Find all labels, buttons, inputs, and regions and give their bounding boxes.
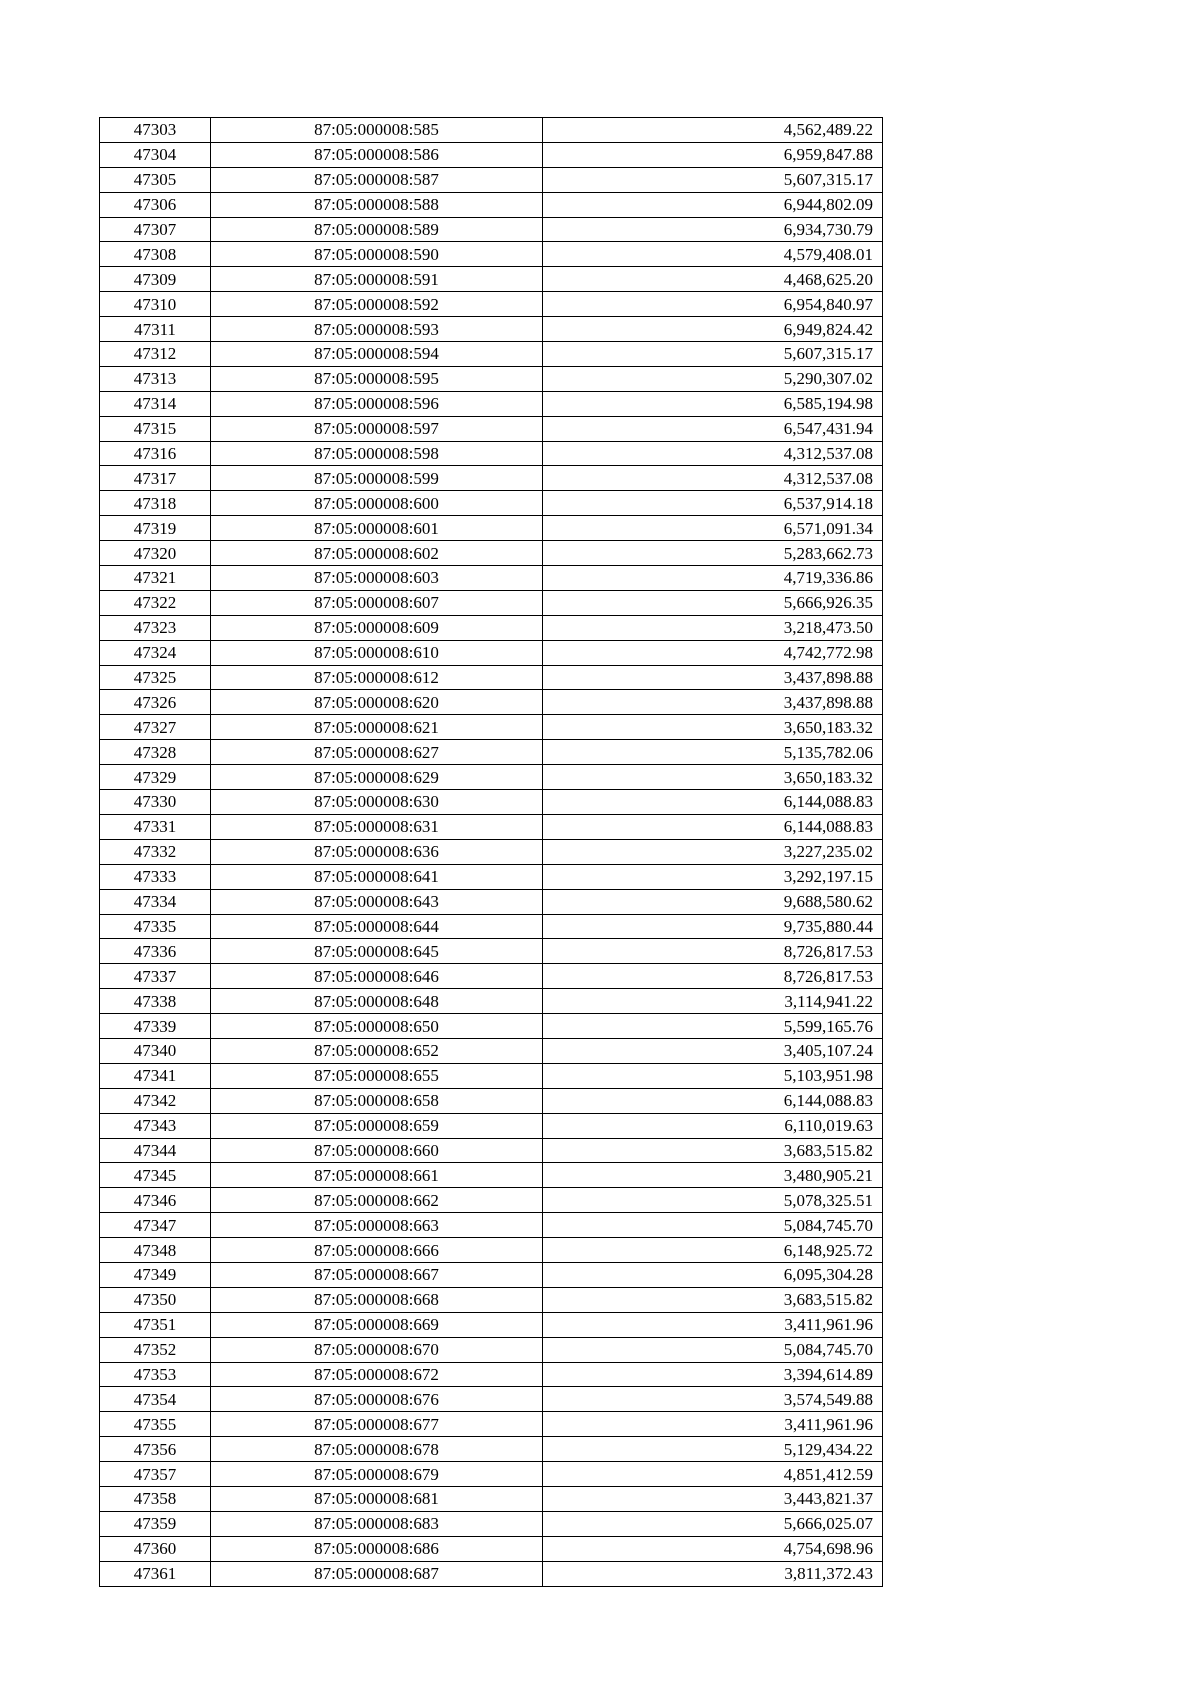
cadastral-number-cell: 87:05:000008:596 xyxy=(211,391,543,416)
cadastral-number-cell: 87:05:000008:641 xyxy=(211,864,543,889)
cadastral-number-cell: 87:05:000008:658 xyxy=(211,1088,543,1113)
table-row xyxy=(100,765,883,790)
cadastral-value-table xyxy=(99,117,883,1587)
value-cell: 4,742,772.98 xyxy=(543,640,883,665)
row-number-cell: 47349 xyxy=(100,1262,211,1287)
table-row xyxy=(100,342,883,367)
table-row xyxy=(100,1486,883,1511)
cadastral-number-cell: 87:05:000008:636 xyxy=(211,839,543,864)
table-row xyxy=(100,939,883,964)
row-number-cell: 47312 xyxy=(100,342,211,367)
table-row xyxy=(100,242,883,267)
value-cell: 6,144,088.83 xyxy=(543,1088,883,1113)
row-number-cell: 47314 xyxy=(100,391,211,416)
table-row xyxy=(100,640,883,665)
value-cell: 3,437,898.88 xyxy=(543,665,883,690)
table-body xyxy=(100,118,883,1587)
cadastral-number-cell: 87:05:000008:594 xyxy=(211,342,543,367)
row-number-cell: 47357 xyxy=(100,1462,211,1487)
table-row xyxy=(100,1387,883,1412)
value-cell: 4,312,537.08 xyxy=(543,466,883,491)
table-row xyxy=(100,167,883,192)
row-number-cell: 47307 xyxy=(100,217,211,242)
value-cell: 3,811,372.43 xyxy=(543,1561,883,1586)
row-number-cell: 47306 xyxy=(100,192,211,217)
table-row xyxy=(100,566,883,591)
table-row xyxy=(100,391,883,416)
row-number-cell: 47346 xyxy=(100,1188,211,1213)
cadastral-number-cell: 87:05:000008:610 xyxy=(211,640,543,665)
row-number-cell: 47315 xyxy=(100,416,211,441)
value-cell: 6,585,194.98 xyxy=(543,391,883,416)
row-number-cell: 47305 xyxy=(100,167,211,192)
value-cell: 3,411,961.96 xyxy=(543,1412,883,1437)
row-number-cell: 47319 xyxy=(100,516,211,541)
cadastral-number-cell: 87:05:000008:612 xyxy=(211,665,543,690)
cadastral-number-cell: 87:05:000008:668 xyxy=(211,1287,543,1312)
table-row xyxy=(100,1138,883,1163)
value-cell: 6,095,304.28 xyxy=(543,1262,883,1287)
cadastral-number-cell: 87:05:000008:676 xyxy=(211,1387,543,1412)
cadastral-number-cell: 87:05:000008:601 xyxy=(211,516,543,541)
value-cell: 4,754,698.96 xyxy=(543,1536,883,1561)
cadastral-number-cell: 87:05:000008:660 xyxy=(211,1138,543,1163)
cadastral-number-cell: 87:05:000008:677 xyxy=(211,1412,543,1437)
value-cell: 3,683,515.82 xyxy=(543,1287,883,1312)
value-cell: 6,148,925.72 xyxy=(543,1238,883,1263)
table-row xyxy=(100,1561,883,1586)
row-number-cell: 47339 xyxy=(100,1014,211,1039)
cadastral-number-cell: 87:05:000008:589 xyxy=(211,217,543,242)
value-cell: 6,144,088.83 xyxy=(543,814,883,839)
table-row xyxy=(100,317,883,342)
row-number-cell: 47309 xyxy=(100,267,211,292)
value-cell: 3,292,197.15 xyxy=(543,864,883,889)
table-row xyxy=(100,516,883,541)
row-number-cell: 47343 xyxy=(100,1113,211,1138)
table-row xyxy=(100,1014,883,1039)
row-number-cell: 47356 xyxy=(100,1437,211,1462)
row-number-cell: 47360 xyxy=(100,1536,211,1561)
table-row xyxy=(100,989,883,1014)
table-row xyxy=(100,814,883,839)
row-number-cell: 47332 xyxy=(100,839,211,864)
cadastral-number-cell: 87:05:000008:670 xyxy=(211,1337,543,1362)
table-row xyxy=(100,118,883,143)
value-cell: 3,218,473.50 xyxy=(543,615,883,640)
row-number-cell: 47310 xyxy=(100,292,211,317)
table-row xyxy=(100,864,883,889)
row-number-cell: 47358 xyxy=(100,1486,211,1511)
row-number-cell: 47329 xyxy=(100,765,211,790)
table-row xyxy=(100,1511,883,1536)
table-row xyxy=(100,790,883,815)
row-number-cell: 47350 xyxy=(100,1287,211,1312)
table-row xyxy=(100,690,883,715)
value-cell: 3,405,107.24 xyxy=(543,1038,883,1063)
cadastral-number-cell: 87:05:000008:669 xyxy=(211,1312,543,1337)
table-row xyxy=(100,1312,883,1337)
cadastral-number-cell: 87:05:000008:667 xyxy=(211,1262,543,1287)
value-cell: 8,726,817.53 xyxy=(543,939,883,964)
row-number-cell: 47321 xyxy=(100,566,211,591)
row-number-cell: 47333 xyxy=(100,864,211,889)
value-cell: 5,283,662.73 xyxy=(543,541,883,566)
row-number-cell: 47352 xyxy=(100,1337,211,1362)
value-cell: 3,437,898.88 xyxy=(543,690,883,715)
table-row xyxy=(100,665,883,690)
cadastral-number-cell: 87:05:000008:593 xyxy=(211,317,543,342)
table-row xyxy=(100,541,883,566)
row-number-cell: 47313 xyxy=(100,366,211,391)
value-cell: 5,078,325.51 xyxy=(543,1188,883,1213)
value-cell: 5,607,315.17 xyxy=(543,342,883,367)
row-number-cell: 47331 xyxy=(100,814,211,839)
table-row xyxy=(100,466,883,491)
table-row xyxy=(100,1536,883,1561)
row-number-cell: 47337 xyxy=(100,964,211,989)
row-number-cell: 47330 xyxy=(100,790,211,815)
cadastral-number-cell: 87:05:000008:655 xyxy=(211,1063,543,1088)
table-row xyxy=(100,1262,883,1287)
row-number-cell: 47354 xyxy=(100,1387,211,1412)
table-row xyxy=(100,715,883,740)
cadastral-number-cell: 87:05:000008:620 xyxy=(211,690,543,715)
cadastral-number-cell: 87:05:000008:629 xyxy=(211,765,543,790)
cadastral-number-cell: 87:05:000008:663 xyxy=(211,1213,543,1238)
value-cell: 3,480,905.21 xyxy=(543,1163,883,1188)
row-number-cell: 47308 xyxy=(100,242,211,267)
row-number-cell: 47325 xyxy=(100,665,211,690)
cadastral-number-cell: 87:05:000008:683 xyxy=(211,1511,543,1536)
row-number-cell: 47318 xyxy=(100,491,211,516)
row-number-cell: 47303 xyxy=(100,118,211,143)
cadastral-number-cell: 87:05:000008:645 xyxy=(211,939,543,964)
table-row xyxy=(100,889,883,914)
row-number-cell: 47345 xyxy=(100,1163,211,1188)
cadastral-number-cell: 87:05:000008:597 xyxy=(211,416,543,441)
cadastral-number-cell: 87:05:000008:686 xyxy=(211,1536,543,1561)
row-number-cell: 47327 xyxy=(100,715,211,740)
row-number-cell: 47338 xyxy=(100,989,211,1014)
value-cell: 3,394,614.89 xyxy=(543,1362,883,1387)
row-number-cell: 47347 xyxy=(100,1213,211,1238)
cadastral-number-cell: 87:05:000008:602 xyxy=(211,541,543,566)
value-cell: 6,547,431.94 xyxy=(543,416,883,441)
table-row xyxy=(100,491,883,516)
value-cell: 5,129,434.22 xyxy=(543,1437,883,1462)
value-cell: 5,103,951.98 xyxy=(543,1063,883,1088)
cadastral-number-cell: 87:05:000008:621 xyxy=(211,715,543,740)
value-cell: 4,312,537.08 xyxy=(543,441,883,466)
cadastral-number-cell: 87:05:000008:600 xyxy=(211,491,543,516)
cadastral-number-cell: 87:05:000008:588 xyxy=(211,192,543,217)
cadastral-number-cell: 87:05:000008:678 xyxy=(211,1437,543,1462)
table-row xyxy=(100,1188,883,1213)
row-number-cell: 47341 xyxy=(100,1063,211,1088)
table-row xyxy=(100,615,883,640)
value-cell: 6,537,914.18 xyxy=(543,491,883,516)
value-cell: 9,735,880.44 xyxy=(543,914,883,939)
table-row xyxy=(100,1412,883,1437)
row-number-cell: 47323 xyxy=(100,615,211,640)
value-cell: 9,688,580.62 xyxy=(543,889,883,914)
value-cell: 3,650,183.32 xyxy=(543,715,883,740)
value-cell: 3,574,549.88 xyxy=(543,1387,883,1412)
cadastral-number-cell: 87:05:000008:672 xyxy=(211,1362,543,1387)
table-row xyxy=(100,1113,883,1138)
row-number-cell: 47328 xyxy=(100,740,211,765)
value-cell: 6,110,019.63 xyxy=(543,1113,883,1138)
value-cell: 8,726,817.53 xyxy=(543,964,883,989)
cadastral-number-cell: 87:05:000008:607 xyxy=(211,590,543,615)
row-number-cell: 47324 xyxy=(100,640,211,665)
row-number-cell: 47311 xyxy=(100,317,211,342)
cadastral-number-cell: 87:05:000008:599 xyxy=(211,466,543,491)
row-number-cell: 47340 xyxy=(100,1038,211,1063)
table-row xyxy=(100,416,883,441)
row-number-cell: 47361 xyxy=(100,1561,211,1586)
value-cell: 5,290,307.02 xyxy=(543,366,883,391)
table-row xyxy=(100,1163,883,1188)
value-cell: 6,934,730.79 xyxy=(543,217,883,242)
value-cell: 3,650,183.32 xyxy=(543,765,883,790)
table-row xyxy=(100,267,883,292)
table-row xyxy=(100,366,883,391)
cadastral-number-cell: 87:05:000008:644 xyxy=(211,914,543,939)
cadastral-number-cell: 87:05:000008:587 xyxy=(211,167,543,192)
table-row xyxy=(100,292,883,317)
cadastral-number-cell: 87:05:000008:687 xyxy=(211,1561,543,1586)
row-number-cell: 47334 xyxy=(100,889,211,914)
value-cell: 4,468,625.20 xyxy=(543,267,883,292)
value-cell: 5,666,926.35 xyxy=(543,590,883,615)
table-row xyxy=(100,1337,883,1362)
cadastral-number-cell: 87:05:000008:646 xyxy=(211,964,543,989)
table-row xyxy=(100,142,883,167)
table-row xyxy=(100,1213,883,1238)
row-number-cell: 47348 xyxy=(100,1238,211,1263)
cadastral-number-cell: 87:05:000008:679 xyxy=(211,1462,543,1487)
row-number-cell: 47351 xyxy=(100,1312,211,1337)
table-row xyxy=(100,1462,883,1487)
value-cell: 6,944,802.09 xyxy=(543,192,883,217)
row-number-cell: 47326 xyxy=(100,690,211,715)
value-cell: 6,954,840.97 xyxy=(543,292,883,317)
value-cell: 6,144,088.83 xyxy=(543,790,883,815)
table-row xyxy=(100,441,883,466)
value-cell: 3,683,515.82 xyxy=(543,1138,883,1163)
table-row xyxy=(100,1088,883,1113)
cadastral-number-cell: 87:05:000008:627 xyxy=(211,740,543,765)
cadastral-number-cell: 87:05:000008:603 xyxy=(211,566,543,591)
cadastral-number-cell: 87:05:000008:598 xyxy=(211,441,543,466)
cadastral-number-cell: 87:05:000008:659 xyxy=(211,1113,543,1138)
row-number-cell: 47304 xyxy=(100,142,211,167)
cadastral-number-cell: 87:05:000008:631 xyxy=(211,814,543,839)
table-row xyxy=(100,1287,883,1312)
value-cell: 5,135,782.06 xyxy=(543,740,883,765)
cadastral-number-cell: 87:05:000008:643 xyxy=(211,889,543,914)
value-cell: 3,114,941.22 xyxy=(543,989,883,1014)
cadastral-number-cell: 87:05:000008:662 xyxy=(211,1188,543,1213)
value-cell: 4,579,408.01 xyxy=(543,242,883,267)
cadastral-number-cell: 87:05:000008:652 xyxy=(211,1038,543,1063)
table-row xyxy=(100,1238,883,1263)
cadastral-number-cell: 87:05:000008:650 xyxy=(211,1014,543,1039)
value-cell: 6,571,091.34 xyxy=(543,516,883,541)
cadastral-number-cell: 87:05:000008:595 xyxy=(211,366,543,391)
row-number-cell: 47322 xyxy=(100,590,211,615)
cadastral-number-cell: 87:05:000008:592 xyxy=(211,292,543,317)
cadastral-number-cell: 87:05:000008:666 xyxy=(211,1238,543,1263)
value-cell: 5,607,315.17 xyxy=(543,167,883,192)
row-number-cell: 47359 xyxy=(100,1511,211,1536)
cadastral-number-cell: 87:05:000008:609 xyxy=(211,615,543,640)
row-number-cell: 47355 xyxy=(100,1412,211,1437)
value-cell: 5,599,165.76 xyxy=(543,1014,883,1039)
cadastral-number-cell: 87:05:000008:661 xyxy=(211,1163,543,1188)
table-row xyxy=(100,839,883,864)
value-cell: 5,084,745.70 xyxy=(543,1213,883,1238)
cadastral-number-cell: 87:05:000008:591 xyxy=(211,267,543,292)
row-number-cell: 47342 xyxy=(100,1088,211,1113)
value-cell: 5,084,745.70 xyxy=(543,1337,883,1362)
cadastral-number-cell: 87:05:000008:681 xyxy=(211,1486,543,1511)
cadastral-number-cell: 87:05:000008:630 xyxy=(211,790,543,815)
table-row xyxy=(100,590,883,615)
cadastral-number-cell: 87:05:000008:585 xyxy=(211,118,543,143)
value-cell: 4,719,336.86 xyxy=(543,566,883,591)
table-row xyxy=(100,914,883,939)
table-row xyxy=(100,192,883,217)
table-row xyxy=(100,1038,883,1063)
value-cell: 5,666,025.07 xyxy=(543,1511,883,1536)
row-number-cell: 47317 xyxy=(100,466,211,491)
row-number-cell: 47353 xyxy=(100,1362,211,1387)
row-number-cell: 47336 xyxy=(100,939,211,964)
table-row xyxy=(100,1362,883,1387)
table-row xyxy=(100,964,883,989)
table-row xyxy=(100,1437,883,1462)
row-number-cell: 47335 xyxy=(100,914,211,939)
value-cell: 6,959,847.88 xyxy=(543,142,883,167)
cadastral-number-cell: 87:05:000008:590 xyxy=(211,242,543,267)
row-number-cell: 47344 xyxy=(100,1138,211,1163)
table-row xyxy=(100,740,883,765)
value-cell: 6,949,824.42 xyxy=(543,317,883,342)
cadastral-number-cell: 87:05:000008:648 xyxy=(211,989,543,1014)
table-row xyxy=(100,1063,883,1088)
value-cell: 4,562,489.22 xyxy=(543,118,883,143)
cadastral-number-cell: 87:05:000008:586 xyxy=(211,142,543,167)
value-cell: 3,227,235.02 xyxy=(543,839,883,864)
row-number-cell: 47316 xyxy=(100,441,211,466)
value-cell: 4,851,412.59 xyxy=(543,1462,883,1487)
row-number-cell: 47320 xyxy=(100,541,211,566)
value-cell: 3,411,961.96 xyxy=(543,1312,883,1337)
value-cell: 3,443,821.37 xyxy=(543,1486,883,1511)
table-row xyxy=(100,217,883,242)
